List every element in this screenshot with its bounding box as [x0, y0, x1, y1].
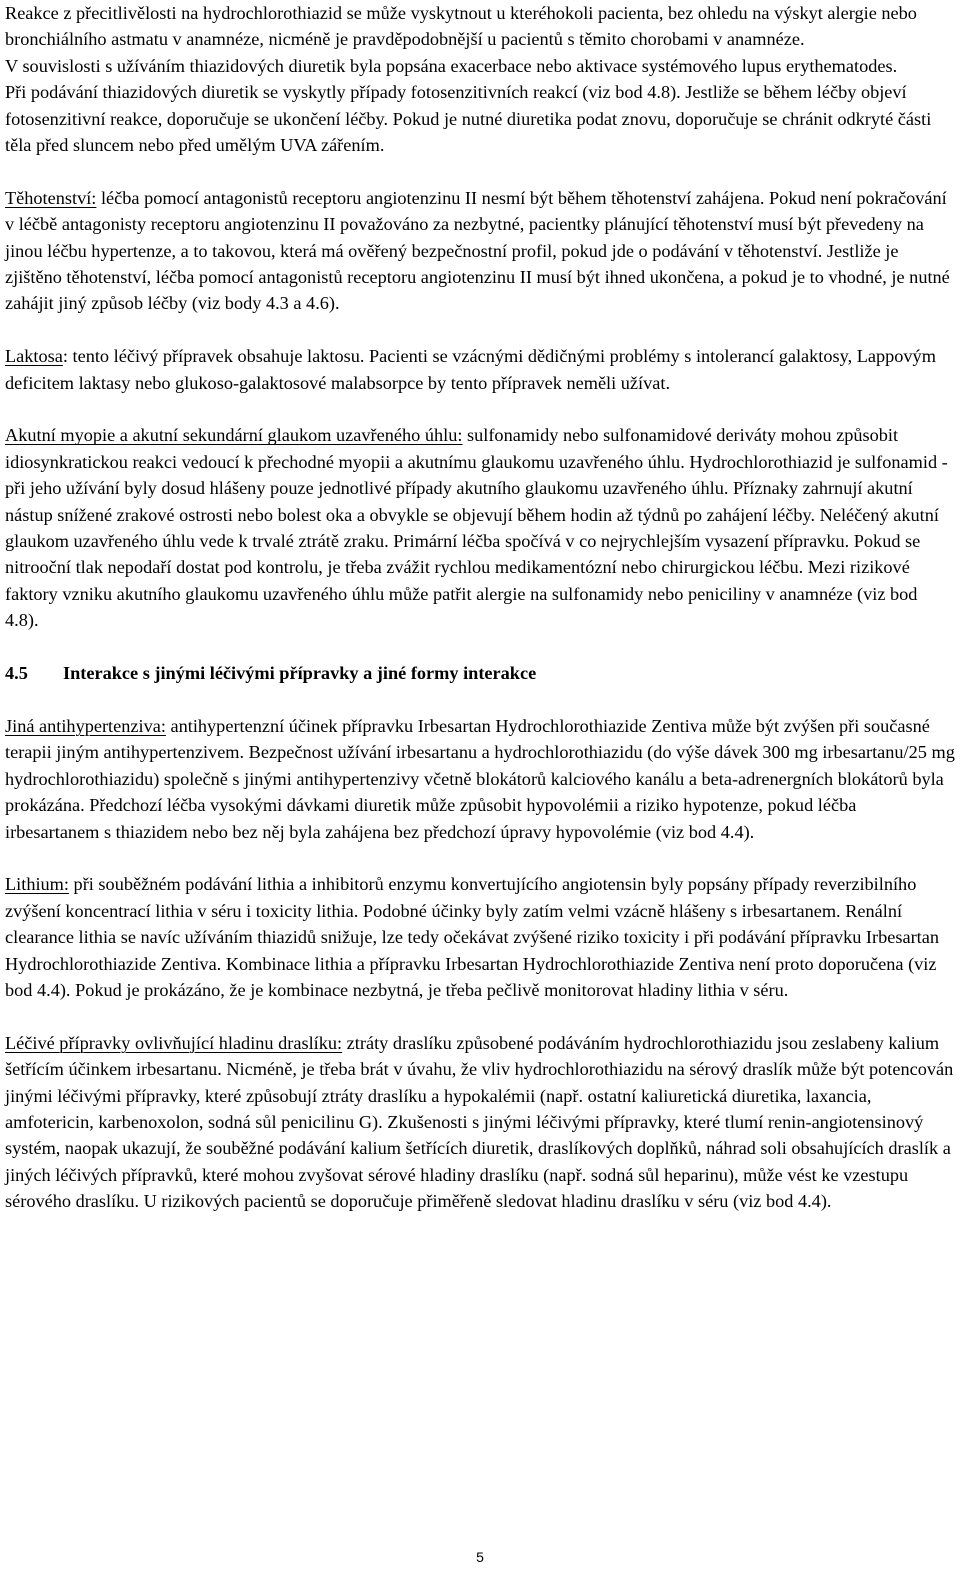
- lupus-paragraph: V souvislosti s užíváním thiazidových diuretik byla popsána exacerbace nebo aktivace systémového lupus erythematodes.: [5, 55, 898, 76]
- potassium-text: ztráty draslíku způsobené podáváním hydrochlorothiazidu jsou zeslabeny kalium šetřícím účinkem irbesartanu. Nicméně, je třeba brát v úvahu, že vliv hydrochlorothiazidu na sérový draslík může být potencován jinými léčivými přípravky, které způsobují ztráty draslíku a hypokalémii (např. ostatní kaliuretická diuretika, laxancia, amfotericin, karbenoxolon, sodná sůl penicilinu G). Zkušenosti s jinými léčivými přípravky, které tlumí renin-angiotensinový systém, naopak ukazují, že souběžné podávání kalium šetřících diuretik, draslíkových doplňků, náhrad soli obsahujících draslík a jiných léčivých přípravků, které mohou zvyšovat sérové hladiny draslíku (např. sodná sůl heparinu), může vést ke vzestupu sérového draslíku. U rizikových pacientů se doporučuje přiměřeně sledovat hladinu draslíku v séru (viz bod 4.4).: [5, 1032, 954, 1212]
- antihypertensives-text: antihypertenzní účinek přípravku Irbesartan Hydrochlorothiazide Zentiva může být zvýšen při současné terapii jiným antihypertenzivem. Bezpečnost užívání irbesartanu a hydrochlorothiazidu (do výše dávek 300 mg irbesartanu/25 mg hydrochlorothiazidu) společně s jinými antihypertenzivy včetně blokátorů kalciového kanálu a beta-adrenergních blokátorů byla prokázána. Předchozí léčba vysokými dávkami diuretik může způsobit hypovolémii a riziko hypotenze, pokud léčba irbesartanem s thiazidem nebo bez něj byla zahájena bez předchozí úpravy hypovolémie (viz bod 4.4).: [5, 715, 955, 842]
- lactose-paragraph: [5, 343, 955, 396]
- antihypertensives-label: Jiná antihypertenziva:: [5, 715, 166, 736]
- lithium-label: Lithium:: [5, 874, 69, 895]
- section-heading: [5, 660, 955, 686]
- lactose-text: : tento léčivý přípravek obsahuje laktosu. Pacienti se vzácnými dědičnými problémy s intolerancí galaktosy, Lappovým deficitem laktasy nebo glukoso-galaktosové malabsorpce by tento přípravek neměli užívat.: [5, 346, 936, 393]
- potassium-paragraph: [5, 1030, 955, 1215]
- myopia-label: Akutní myopie a akutní sekundární glaukom uzavřeného úhlu:: [5, 425, 463, 446]
- potassium-label: Léčivé přípravky ovlivňující hladinu draslíku:: [5, 1032, 343, 1053]
- pregnancy-text: léčba pomocí antagonistů receptoru angiotenzinu II nesmí být během těhotenství zahájena. Pokud není pokračování v léčbě antagonisty receptoru angiotenzinu II považováno za nezbytné, pacientky plánující těhotenství musí být převedeny na jinou léčbu hypertenze, a to takovou, která má ověřený bezpečnostní profil, pokud jde o podávání v těhotenství. Jestliže je zjištěno těhotenství, léčba pomocí antagonistů receptoru angiotenzinu II musí být ihned ukončena, a pokud je to vhodné, je nutné zahájit jiný způsob léčby (viz body 4.3 a 4.6).: [5, 187, 950, 314]
- lithium-paragraph: [5, 871, 955, 1003]
- pregnancy-paragraph: [5, 185, 955, 317]
- lactose-label: Laktosa: [5, 346, 63, 367]
- document-page: [5, 0, 955, 1215]
- myopia-text: sulfonamidy nebo sulfonamidové deriváty mohou způsobit idiosynkratickou reakci vedoucí k přechodné myopii a akutnímu glaukomu uzavřeného úhlu. Hydrochlorothiazid je sulfonamid - při jeho užívání byly dosud hlášeny pouze jednotlivé případy akutního glaukomu uzavřeného úhlu. Příznaky zahrnují akutní nástup snížené zrakové ostrosti nebo bolest oka a obvykle se objevují během hodin až týdnů po zahájení léčby. Neléčený akutní glaukom uzavřeného úhlu vede k trvalé ztrátě zraku. Primární léčba spočívá v co nejrychlejším vysazení přípravku. Pokud se nitrooční tlak nepodaří dostat pod kontrolu, je třeba zvážit rychlou medikamentózní nebo chirurgickou léčbu. Mezi rizikové faktory vzniku akutního glaukomu uzavřeného úhlu může patřit alergie na sulfonamidy nebo peniciliny v anamnéze (viz bod 4.8).: [5, 425, 948, 631]
- hypersensitivity-paragraph: Reakce z přecitlivělosti na hydrochlorothiazid se může vyskytnout u kteréhokoli pacienta, bez ohledu na výskyt alergie nebo bronchiálního astmatu v anamnéze, nicméně je pravděpodobnější u pacientů s těmito chorobami v anamnéze.: [5, 3, 917, 50]
- antihypertensives-paragraph: [5, 713, 955, 845]
- myopia-glaucoma-paragraph: [5, 422, 955, 633]
- section-number: 4.5: [5, 663, 28, 684]
- section-title: Interakce s jinými léčivými přípravky a jiné formy interakce: [63, 663, 537, 684]
- pregnancy-label: Těhotenství:: [5, 187, 97, 208]
- page-number: 5: [476, 1549, 484, 1565]
- lithium-text: při souběžném podávání lithia a inhibitorů enzymu konvertujícího angiotensin byly popsány případy reverzibilního zvýšení koncentrací lithia v séru i toxicity lithia. Podobné účinky byly zatím velmi vzácně hlášeny s irbesartanem. Renální clearance lithia se navíc užíváním thiazidů snižuje, lze tedy očekávat zvýšené riziko toxicity i při podávání přípravku Irbesartan Hydrochlorothiazide Zentiva. Kombinace lithia a přípravku Irbesartan Hydrochlorothiazide Zentiva není proto doporučena (viz bod 4.4). Pokud je prokázáno, že je kombinace nezbytná, je třeba pečlivě monitorovat hladiny lithia v séru.: [5, 874, 940, 1000]
- photosensitivity-paragraph: Při podávání thiazidových diuretik se vyskytly případy fotosenzitivních reakcí (viz bod 4.8). Jestliže se během léčby objeví fotosenzitivní reakce, doporučuje se ukončení léčby. Pokud je nutné diuretika podat znovu, doporučuje se chránit odkryté části těla před sluncem nebo před umělým UVA zářením.: [5, 82, 932, 156]
